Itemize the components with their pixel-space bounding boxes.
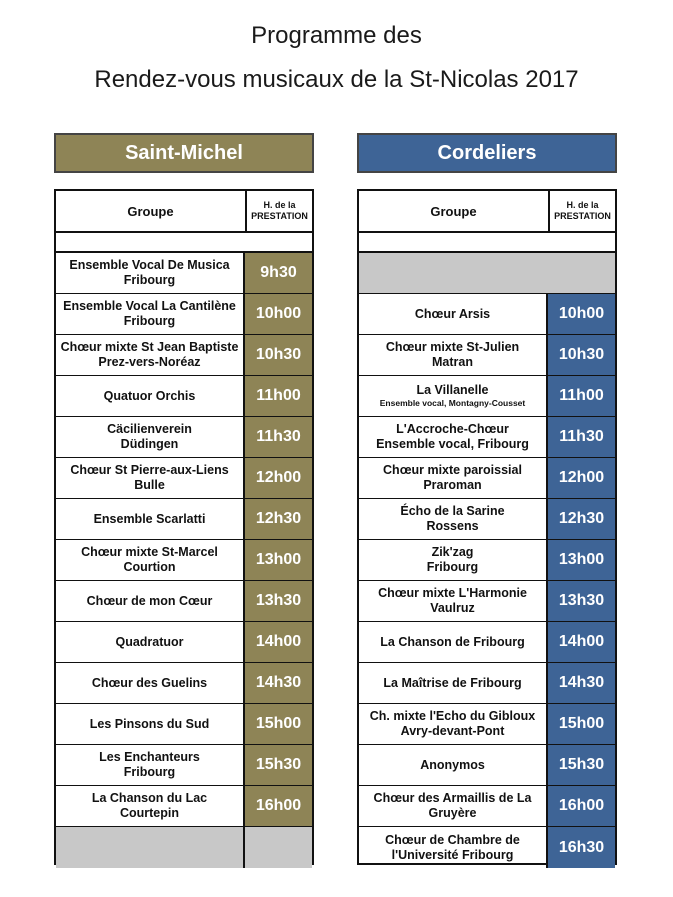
group-name: Chœur mixte St-Marcel — [81, 545, 218, 559]
group-location: Bulle — [134, 478, 165, 492]
time-cell: 15h00 — [548, 704, 615, 744]
table-row — [359, 294, 615, 335]
table-row — [359, 745, 615, 786]
time-cell: 13h00 — [245, 540, 312, 580]
time-cell: 9h30 — [245, 253, 312, 293]
table-row — [359, 704, 615, 745]
hour-column-header: H. de la PRESTATION — [251, 200, 308, 221]
group-cell — [359, 499, 548, 539]
group-name: Chœur mixte L'Harmonie — [378, 586, 527, 600]
group-cell — [359, 294, 548, 334]
header-spacer-row — [56, 233, 312, 253]
group-name: Écho de la Sarine — [400, 504, 505, 518]
group-location: Praroman — [423, 478, 482, 492]
group-name: Quadratuor — [115, 634, 184, 649]
group-name: Chœur mixte paroissial — [383, 463, 522, 477]
saint-michel-rows — [56, 253, 312, 868]
page-title-line2: Rendez-vous musicaux de la St-Nicolas 2017 — [94, 66, 579, 93]
group-cell — [56, 581, 245, 621]
time-cell: 15h30 — [245, 745, 312, 785]
group-name: Chœur des Guelins — [91, 675, 208, 690]
table-row — [56, 253, 312, 294]
table-row — [56, 786, 312, 827]
time-cell: 16h00 — [548, 786, 615, 826]
time-cell: 11h30 — [245, 417, 312, 457]
group-name: Les Pinsons du Sud — [89, 716, 210, 731]
group-column-header: Groupe — [359, 191, 550, 231]
group-location: Fribourg — [426, 560, 479, 574]
time-cell: 11h30 — [548, 417, 615, 457]
group-cell — [359, 745, 548, 785]
group-location: Courtion — [123, 560, 176, 574]
time-cell: 13h30 — [245, 581, 312, 621]
group-cell — [359, 458, 548, 498]
table-row — [359, 417, 615, 458]
group-location: Avry-devant-Pont — [400, 724, 505, 738]
group-name: Ch. mixte l'Echo du Gibloux — [369, 709, 536, 723]
time-cell: 13h30 — [548, 581, 615, 621]
group-name: Ensemble Vocal La Cantilène — [63, 299, 236, 313]
group-cell — [56, 294, 245, 334]
table-row — [359, 540, 615, 581]
group-location: Ensemble vocal, Montagny-Cousset — [379, 398, 526, 408]
group-cell — [56, 417, 245, 457]
table-row — [359, 458, 615, 499]
time-cell: 11h00 — [548, 376, 615, 416]
table-row — [56, 499, 312, 540]
group-name: Chœur de mon Cœur — [86, 593, 213, 608]
group-name: Anonymos — [420, 757, 485, 772]
group-name: La Chanson de Fribourg — [380, 634, 525, 649]
table-row — [359, 786, 615, 827]
table-row — [359, 376, 615, 417]
group-location: Fribourg — [123, 273, 176, 287]
group-name: Cäcilienverein — [107, 422, 192, 436]
group-location: Prez-vers-Noréaz — [98, 355, 201, 369]
group-cell — [359, 704, 548, 744]
group-name: La Chanson du Lac — [91, 791, 208, 805]
table-row — [359, 663, 615, 704]
group-name: Quatuor Orchis — [103, 388, 196, 403]
hour-column-header: H. de la PRESTATION — [554, 200, 611, 221]
group-cell — [56, 376, 245, 416]
group-location: Courtepin — [119, 806, 180, 820]
group-cell — [56, 458, 245, 498]
table-row — [359, 622, 615, 663]
group-location: Matran — [432, 355, 473, 369]
group-name: Chœur mixte St-Julien — [385, 340, 520, 354]
time-cell: 10h30 — [245, 335, 312, 375]
table-row — [56, 540, 312, 581]
group-cell — [359, 335, 548, 375]
table-row — [56, 704, 312, 745]
group-cell — [56, 663, 245, 703]
group-column-header: Groupe — [56, 191, 247, 231]
group-cell — [359, 827, 548, 868]
group-cell — [359, 417, 548, 457]
group-name: Chœur Arsis — [414, 306, 491, 321]
group-name: L'Accroche-Chœur — [396, 422, 509, 436]
empty-row — [359, 253, 615, 294]
group-name: La Villanelle — [416, 383, 489, 397]
table-row — [56, 417, 312, 458]
group-location: Gruyère — [428, 806, 477, 820]
group-name: Chœur de Chambre de — [385, 832, 520, 847]
time-cell: 12h00 — [548, 458, 615, 498]
table-row — [56, 581, 312, 622]
group-location: Ensemble vocal, Fribourg — [376, 437, 529, 451]
time-cell: 16h00 — [245, 786, 312, 826]
page-title-line1: Programme des — [251, 22, 422, 49]
group-cell — [56, 622, 245, 662]
group-cell — [56, 540, 245, 580]
group-location: Rossens — [426, 519, 479, 533]
saint-michel-table — [54, 189, 314, 865]
empty-row — [56, 827, 312, 868]
group-location: l'Université Fribourg — [391, 847, 514, 862]
group-cell — [56, 704, 245, 744]
group-name: Zik'zag — [431, 545, 474, 559]
time-cell: 12h00 — [245, 458, 312, 498]
time-cell: 16h30 — [548, 827, 615, 868]
group-cell — [359, 581, 548, 621]
group-name: Chœur des Armaillis de La — [373, 791, 532, 805]
table-row — [359, 499, 615, 540]
group-cell — [359, 663, 548, 703]
group-cell — [56, 335, 245, 375]
time-cell: 12h30 — [245, 499, 312, 539]
group-location: Fribourg — [123, 314, 176, 328]
group-name: Ensemble Vocal De Musica — [69, 258, 230, 272]
group-cell — [359, 540, 548, 580]
group-name: Ensemble Scarlatti — [93, 511, 206, 526]
time-cell: 10h00 — [548, 294, 615, 334]
time-cell: 11h00 — [245, 376, 312, 416]
table-header — [359, 191, 615, 233]
table-row — [56, 335, 312, 376]
group-name: Chœur St Pierre-aux-Liens — [70, 463, 229, 477]
cordeliers-banner: Cordeliers — [357, 133, 617, 173]
time-cell: 15h30 — [548, 745, 615, 785]
group-location: Vaulruz — [430, 601, 475, 615]
table-row — [56, 622, 312, 663]
table-row — [56, 294, 312, 335]
group-cell — [56, 499, 245, 539]
table-row — [359, 827, 615, 868]
group-location: Fribourg — [123, 765, 176, 779]
group-cell — [56, 253, 245, 293]
time-cell: 13h00 — [548, 540, 615, 580]
group-cell — [359, 622, 548, 662]
table-row — [56, 376, 312, 417]
table-row — [56, 663, 312, 704]
time-cell: 14h30 — [548, 663, 615, 703]
time-cell: 12h30 — [548, 499, 615, 539]
time-cell: 10h30 — [548, 335, 615, 375]
group-cell — [56, 745, 245, 785]
table-row — [359, 335, 615, 376]
time-cell: 14h00 — [245, 622, 312, 662]
cordeliers-rows — [359, 253, 615, 868]
table-row — [359, 581, 615, 622]
time-cell: 15h00 — [245, 704, 312, 744]
group-cell — [359, 786, 548, 826]
table-row — [56, 745, 312, 786]
header-spacer-row — [359, 233, 615, 253]
table-row — [56, 458, 312, 499]
cordeliers-table — [357, 189, 617, 865]
time-cell: 10h00 — [245, 294, 312, 334]
time-cell: 14h00 — [548, 622, 615, 662]
group-name: Chœur mixte St Jean Baptiste — [60, 340, 239, 354]
group-cell — [56, 786, 245, 826]
group-name: Les Enchanteurs — [99, 750, 200, 764]
saint-michel-banner: Saint-Michel — [54, 133, 314, 173]
group-name: La Maîtrise de Fribourg — [383, 675, 522, 690]
table-header — [56, 191, 312, 233]
group-location: Düdingen — [120, 437, 179, 451]
group-cell — [359, 376, 548, 416]
time-cell: 14h30 — [245, 663, 312, 703]
